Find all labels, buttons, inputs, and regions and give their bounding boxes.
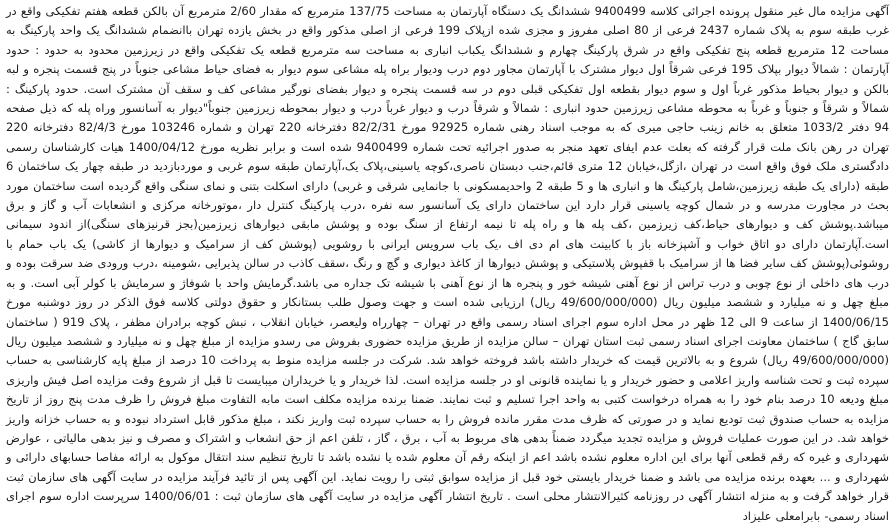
auction-notice-body: آگهی مزایده مال غیر منقول پرونده اجرائی کلاسه 9400499 ششدانگ یک دستگاه آپارتمان به مساحت 137/75 مترمربع که مقدار 2/60 مترمربع آن بالکن قطعه هفتم تفکیکی واقع در غرب طبقه سوم به پلاک شماره 2437 فرعی از 80 اصلی مفروز و مجزی شده ازپلاک 199 فرعی از اصلی مذکور واقع در بخش یازده تهران باانضمام ششدانگ یک واحد پارکینگ به مساحت 12 مترمربع قطعه پنج تفکیکی واقع در شرق پارکینگ چهارم و ششدانگ یکباب انباری به مساحت سه مترمربع قطعه یک تفکیکی واقع در زیرزمین محدود به حدود : حدود آپارتمان : شمالاً دیوار بپلاک 195 فرعی شرقاً اول دیوار مشترک با آپارتمان مجاور دوم درب ودیوار براه پله مشاعی سوم دیوار به فضای حیاط مشاعی جنوباً در پنج قسمت پنجره و لبه بالکن و دیوار بحیاط مذکور غرباً اول و سوم دیوار بقطعه اول تفکیکی قبلی دوم در سه قسمت پنجره و دیوار بفضای نورگیر مشاعی کف و سقف آن مشترک است. حدود پارکینگ : شمالاً و شرقاً و جنوباً و غرباً به محوطه مشاعی زیرزمین حدود انباری : شمالاً و شرقاً درب و دیوار غرباً درب و دیوار بمحوطه زیرزمین جنوباً"دیوار به آسانسور وراه پله که ذیل صفحه 94 دفتر 1033/2 متعلق به خانم زینب حاجی میری که به موجب اسناد رهنی شماره 92925 مورخ 82/2/31 دفترخانه 220 تهران و شماره 103246 مورخ 82/4/3 دفترخانه 220 تهران در رهن بانک ملت قرار گرفته که بعلت عدم ایفای تعهد منجر به صدور اجرائیه تحت شماره 9400499 شده است و برابر نظریه مورخ 1400/04/12 هیات کارشناسان رسمی دادگستری ملک فوق واقع است در تهران ،ازگل،خیابان 12 متری قائم،جنب دبستان ناصری،کوچه یاسینی،پلاک یک،آپارتمان طبقه سوم غربی و موردبازدید در طبقه چهار یک ساختمان 6 طبقه (دارای یک طبقه زیرزمین،شامل پارکینگ ها و انباری ها و 5 طبقه 2 واحدیمسکونی با جانمایی شرقی و غربی) دارای اسکلت بتنی و نمای سنگی واقع گردیده است ساختمان مورد بحث در مجاورت مدرسه و در شمال کوچه یاسینی قرار دارد این ساختمان دارای یک آسانسور سه نفره ،درب پارکینگ کنترل دار ،موتورخانه مرکزی و انشعابات آب و گاز و برق میباشد.پوشش کف و دیوارهای حیاط،کف زیرزمین ،کف پله ها و راه پله تا نیمه ارتفاع از سنگ بوده و پوشش مابقی دیوارهای زیرزمین(بجز قرنیزهای سنگی)از اندود سیمانی است.آپارتمان دارای دو اتاق خواب و آشپزخانه باز با کابینت های ام دی اف ،یک باب سرویس ایرانی با روشویی (پوشش کف از سرامیک و دیوارها از کاشی) یک باب حمام با روشوئی(پوشش کف سایر فضا ها از سرامیک با قفپوش پلاستیکی و پوشش دیوارها از کاغذ دیواری و گچ و رنگ ،سقف کاذب در سالن پذیرایی ،شومینه ،درب ورودی ضد سرقت بوده و درب های داخلی از نوع چوبی و درب تراس از نوع آهنی شیشه خور و پنجره ها از نوع آهنی با شیشه تک جداره می باشد.گرمایش واحد با شوفاژ و سرمایش با کولر آبی است. و به مبلغ چهل و نه میلیارد و ششصد میلیون ریال (49/600/000/000 ریال) ارزیابی شده است و جهت وصول طلب بستانکار و حقوق دولتی کلاسه فوق الذکر در روز دوشنبه مورخ 1400/06/15 از ساعت 9 الی 12 ظهر در محل اداره سوم اجرای اسناد رسمی واقع در تهران – چهارراه ولیعصر، خیابان انقلاب ، نبش کوچه برادران مظفر ، پلاک 919 ( ساختمان سابق گاج ) ساختمان معاونت اجرای اسناد رسمی ثبت استان تهران – سالن مزایده از طریق مزایده حضوری بفروش می رسدو مزایده از مبلغ چهل و نه میلیارد و ششصد میلیون ریال (49/600/000/000 ریال) شروع و به بالاترین قیمت که خریدار داشته باشد فروخته خواهد شد. شرکت در جلسه مزایده منوط به پرداخت 10 درصد از مبلغ پایه کارشناسی به حساب سپرده ثبت و تحت شناسه واریز اعلامی و حضور خریدار و یا نماینده قانونی او در جلسه مزایده است. لذا خریدار و یا خریداران میبایست تا قبل از شروع وقت مزایده اصل فیش واریزی مبلغ ودیعه 10 درصد بنام خود را به همراه درخواست کتبی به واحد اجرا تسلیم و ثبت نمایند. ضمنا برنده مزایده مکلف است مابه التفاوت مبلغ فروش را ظرف مدت پنج روز از تاریخ مزایده به حساب صندوق ثبت تودیع نماید و در صورتی که ظرف مدت مقرر مانده فروش را به حساب سپرده ثبت واریز نکند ، مبلغ مذکور قابل استرداد نبوده و به حساب خزانه واریز خواهد شد. در این صورت عملیات فروش و مزایده تجدید میگردد ضمناً بدهی های مربوط به آب ، برق ، گاز ، تلفن اعم از حق انشعاب و اشتراک و مصرف و نیز بدهی مالیاتی ، عوارض شهرداری و غیره که رقم قطعی آنها برای این اداره معلوم نشده باشد اعم از اینکه رقم آن معلوم شده یا نشده باشد تا تاریخ تنظیم سند انتقال موکول به ارائه مفاصا حسابهای دارائی و شهرداری و ... بعهده برنده مزایده می باشد و ضمنا خریدار بایستی خود قبل از مزایده سوابق ثبتی را رویت نماید. این آگهی پس از تائید فرآیند مزایده در سایت آگهی های سازمان ثبت قرار خواهد گرفت و به منزله انتشار آگهی در روزنامه کثیرالانتشار محلی است . تاریخ انتشار آگهی مزایده در سایت آگهی های سازمان ثبت : 1400/06/01 سرپرست اداره سوم اجرای اسناد رسمی- بابرامعلی علیزاد bbox=[6, 4, 890, 523]
